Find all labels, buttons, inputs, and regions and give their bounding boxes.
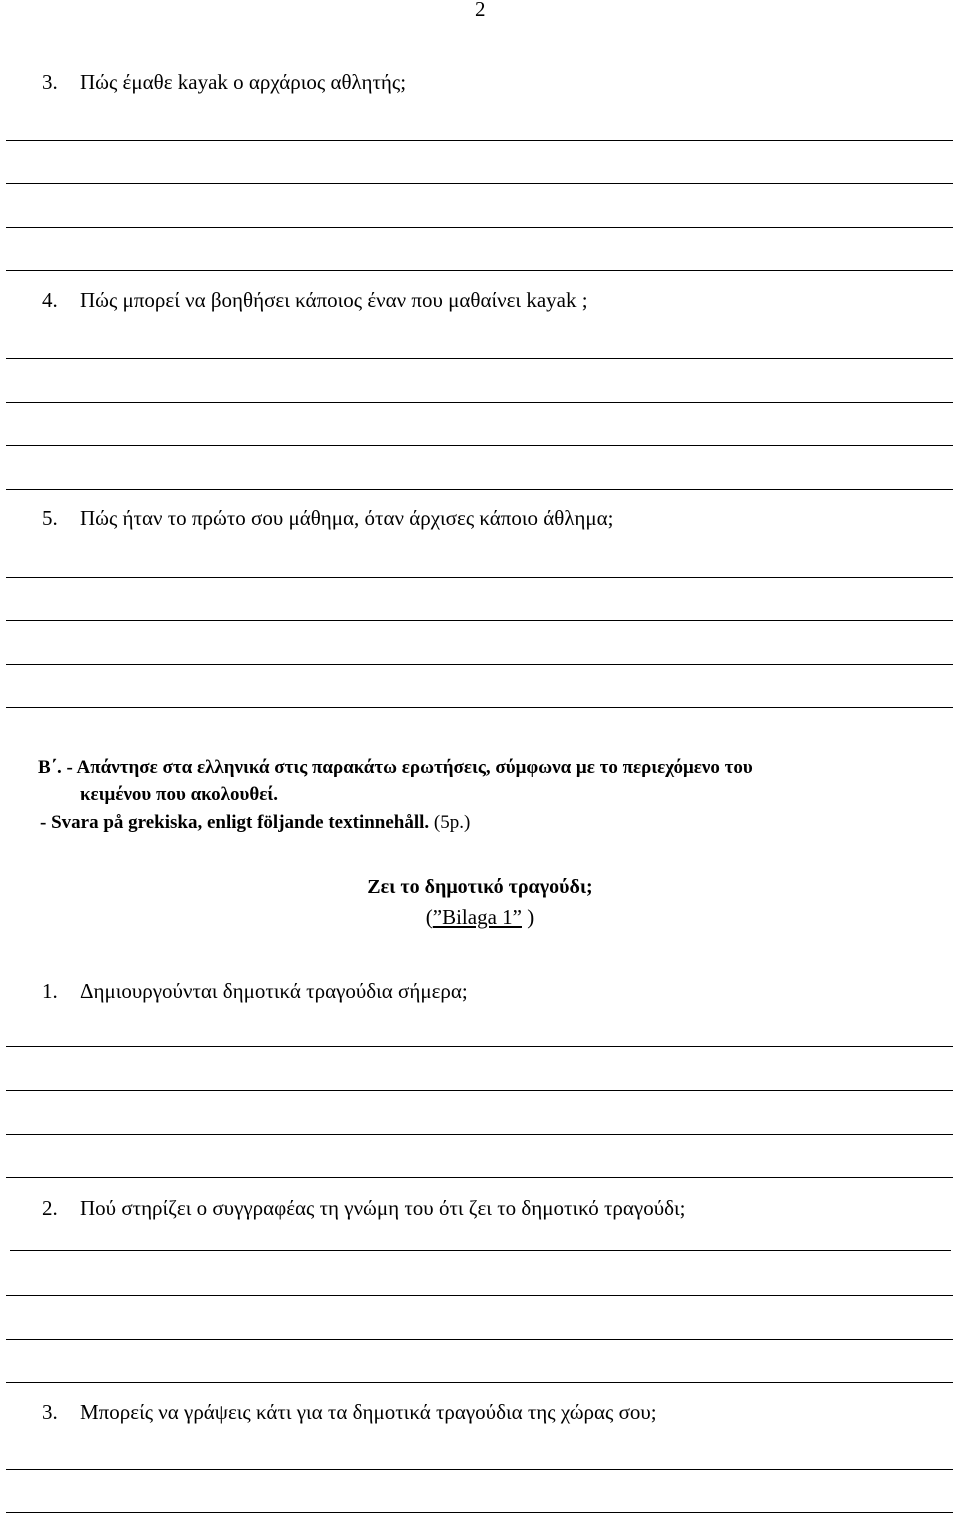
answer-line[interactable]: [6, 445, 953, 446]
question-b2: [42, 1196, 685, 1221]
page-number: 2: [475, 0, 486, 21]
answer-line[interactable]: [6, 227, 953, 228]
attachment-close: ): [521, 905, 535, 929]
question-text: Δημιουργούνται δημοτικά τραγούδια σήμερα;: [80, 979, 468, 1003]
question-number: 4.: [42, 288, 58, 312]
instruction-swedish-row: [40, 812, 470, 834]
question-text: Πώς έμαθε kayak ο αρχάριος αθλητής;: [80, 70, 407, 94]
instruction-greek-line1: - Απάντησε στα ελληνικά στις παρακάτω ερωτήσεις, σύμφωνα με το περιεχόμενο του: [66, 757, 753, 778]
question-a4: [42, 288, 588, 313]
answer-line[interactable]: [6, 707, 953, 708]
answer-line[interactable]: [6, 402, 953, 403]
text-title: Ζει το δημοτικό τραγούδι;: [367, 876, 593, 898]
question-text: Πώς ήταν το πρώτο σου μάθημα, όταν άρχισες κάποιο άθλημα;: [80, 506, 614, 530]
attachment-open: (: [425, 905, 433, 929]
instruction-greek-line2: κειμένου που ακολουθεί.: [80, 784, 279, 805]
instruction-swedish: - Svara på grekiska, enligt följande textinnehåll.: [40, 812, 430, 833]
points-label: (5p.): [433, 812, 471, 833]
answer-line[interactable]: [6, 358, 953, 359]
answer-line[interactable]: [6, 1382, 953, 1383]
answer-line[interactable]: [6, 1512, 953, 1513]
answer-line[interactable]: [6, 489, 953, 490]
question-number: 5.: [42, 506, 58, 530]
answer-line[interactable]: [6, 140, 953, 141]
answer-line[interactable]: [6, 1134, 953, 1135]
question-a3: [42, 70, 406, 95]
question-a5: [42, 506, 613, 531]
answer-line[interactable]: [6, 183, 953, 184]
question-number: 3.: [42, 1400, 58, 1424]
question-number: 2.: [42, 1196, 58, 1220]
answer-line[interactable]: [10, 1250, 951, 1251]
answer-line[interactable]: [6, 1177, 953, 1178]
question-text: Μπορείς να γράψεις κάτι για τα δημοτικά τραγούδια της χώρας σου;: [80, 1400, 657, 1424]
question-b1: [42, 979, 468, 1004]
answer-line[interactable]: [6, 577, 953, 578]
answer-line[interactable]: [6, 1090, 953, 1091]
answer-line[interactable]: [6, 1339, 953, 1340]
section-b-instruction: [38, 757, 753, 779]
attachment-reference: [0, 905, 960, 930]
question-text: Πού στηρίζει ο συγγραφέας τη γνώμη του ότι ζει το δημοτικό τραγούδι;: [80, 1196, 686, 1220]
answer-line[interactable]: [6, 620, 953, 621]
question-number: 3.: [42, 70, 58, 94]
answer-line[interactable]: [6, 664, 953, 665]
question-b3: [42, 1400, 657, 1425]
attachment-link[interactable]: ”Bilaga 1”: [432, 905, 522, 929]
answer-line[interactable]: [6, 1469, 953, 1470]
answer-line[interactable]: [6, 1046, 953, 1047]
question-number: 1.: [42, 979, 58, 1003]
answer-line[interactable]: [6, 1295, 953, 1296]
question-text: Πώς μπορεί να βοηθήσει κάποιος έναν που μαθαίνει kayak ;: [80, 288, 588, 312]
section-b-label: Β΄.: [38, 757, 62, 778]
answer-line[interactable]: [6, 270, 953, 271]
